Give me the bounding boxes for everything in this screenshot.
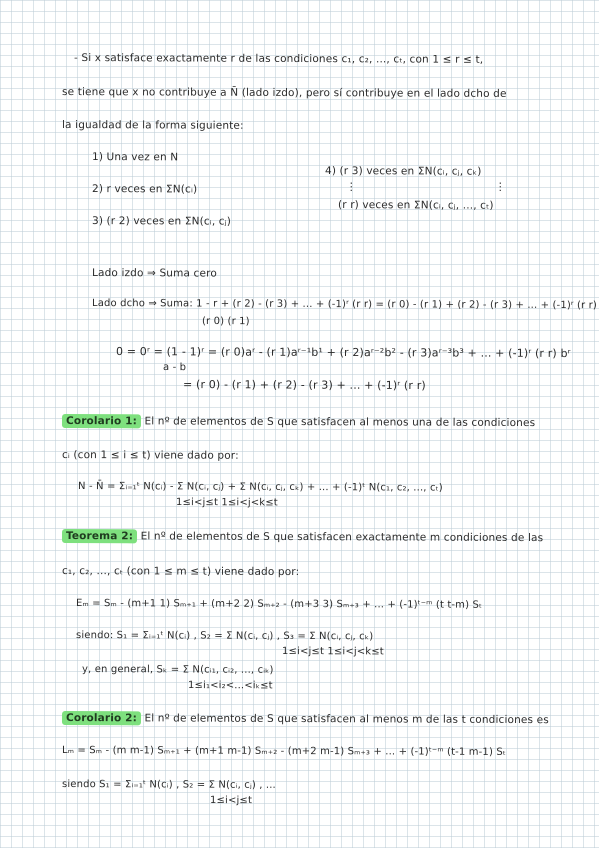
teorema-2-general: y, en general, Sₖ = Σ N(cᵢ₁, cᵢ₂, ..., cᵢₖ) bbox=[81, 664, 274, 676]
corolario-1-formula: N - N̄ = Σᵢ₌₁ᵗ N(cᵢ) - Σ N(cᵢ, cⱼ) + Σ N(cᵢ, cⱼ, cₖ) + ... + (-1)ᵗ N(c₁, c₂, ..., cₜ) bbox=[77, 481, 443, 494]
sum-left-side: Lado izdo ⇒ Suma cero bbox=[91, 267, 217, 280]
teorema-2-line bbox=[62, 530, 543, 544]
sum-right-under: (r 0) (r 1) bbox=[201, 316, 250, 328]
binomial-expansion: 0 = 0ʳ = (1 - 1)ʳ = (r 0)aʳ - (r 1)aʳ⁻¹b¹ + (r 2)aʳ⁻²b² - (r 3)aʳ⁻³b³ + ... + (-1)ʳ (r r) bʳ bbox=[115, 345, 571, 360]
teorema-2-text-2: c₁, c₂, ..., cₜ (con 1 ≤ m ≤ t) viene dado por: bbox=[61, 565, 300, 579]
corolario-1-formula-under: 1≤i<j≤t 1≤i<j<k≤t bbox=[175, 497, 278, 509]
intro-line-2: se tiene que x no contribuye a N̄ (lado izdo), pero sí contribuye en el lado dcho de bbox=[61, 86, 507, 100]
teorema-2-siendo: siendo: S₁ = Σᵢ₌₁ᵗ N(cᵢ) , S₂ = Σ N(cᵢ, cⱼ) , S₃ = Σ N(cᵢ, cⱼ, cₖ) bbox=[75, 630, 374, 643]
corolario-1-text: El nº de elementos de S que satisfacen al menos una de las condiciones bbox=[144, 415, 536, 430]
corolario-2-formula: Lₘ = Sₘ - (m m-1) Sₘ₊₁ + (m+1 m-1) Sₘ₊₂ - (m+2 m-1) Sₘ₊₃ + ... + (-1)ᵗ⁻ᵐ (t-1 m-1) Sₜ bbox=[61, 745, 506, 758]
corolario-2-siendo: siendo S₁ = Σᵢ₌₁ᵗ N(cᵢ) , S₂ = Σ N(cᵢ, cⱼ) , ... bbox=[61, 779, 276, 791]
teorema-2-label: Teorema 2: bbox=[62, 529, 137, 543]
corolario-2-label: Corolario 2: bbox=[62, 711, 141, 725]
teorema-2-general-under: 1≤i₁<i₂<...<iₖ≤t bbox=[187, 680, 273, 692]
corolario-2-line bbox=[62, 712, 549, 726]
contribution-item-3: 3) (r 2) veces en ΣN(cᵢ, cⱼ) bbox=[91, 215, 231, 228]
binomial-result: = (r 0) - (r 1) + (r 2) - (r 3) + ... + (-1)ʳ (r r) bbox=[182, 378, 426, 393]
teorema-2-formula: Eₘ = Sₘ - (m+1 1) Sₘ₊₁ + (m+2 2) Sₘ₊₂ - (m+3 3) Sₘ₊₃ + ... + (-1)ᵗ⁻ᵐ (t t-m) Sₜ bbox=[75, 598, 483, 611]
corolario-1-line bbox=[62, 415, 535, 429]
sum-right-side: Lado dcho ⇒ Suma: 1 - r + (r 2) - (r 3) + ... + (-1)ʳ (r r) = (r 0) - (r 1) + (r 2) - (r 3) + ... + (-1)ʳ (r r) bbox=[91, 298, 597, 312]
corolario-2-siendo-under: 1≤i<j≤t bbox=[209, 795, 253, 807]
contribution-item-2: 2) r veces en ΣN(cᵢ) bbox=[91, 183, 198, 196]
contribution-item-4: 4) (r 3) veces en ΣN(cᵢ, cⱼ, cₖ) bbox=[324, 165, 482, 178]
dots-left: ⋮ bbox=[345, 181, 357, 194]
intro-line-1: - Si x satisface exactamente r de las condiciones c₁, c₂, ..., cₜ, con 1 ≤ r ≤ t, bbox=[73, 52, 484, 66]
intro-line-3: la igualdad de la forma siguiente: bbox=[61, 119, 244, 132]
corolario-2-text: El nº de elementos de S que satisfacen al menos m de las t condiciones es bbox=[144, 712, 549, 727]
contribution-item-5: (r r) veces en ΣN(cᵢ, cⱼ, ..., cₜ) bbox=[337, 199, 494, 212]
binomial-under: a - b bbox=[162, 362, 187, 374]
contribution-item-1: 1) Una vez en N bbox=[91, 151, 179, 164]
teorema-2-text: El nº de elementos de S que satisfacen exactamente m condiciones de las bbox=[140, 530, 544, 545]
dots-right: ⋮ bbox=[494, 181, 506, 194]
teorema-2-siendo-under: 1≤i<j≤t 1≤i<j<k≤t bbox=[281, 646, 384, 658]
corolario-1-text-2: cᵢ (con 1 ≤ i ≤ t) viene dado por: bbox=[61, 449, 239, 462]
corolario-1-label: Corolario 1: bbox=[62, 414, 141, 428]
